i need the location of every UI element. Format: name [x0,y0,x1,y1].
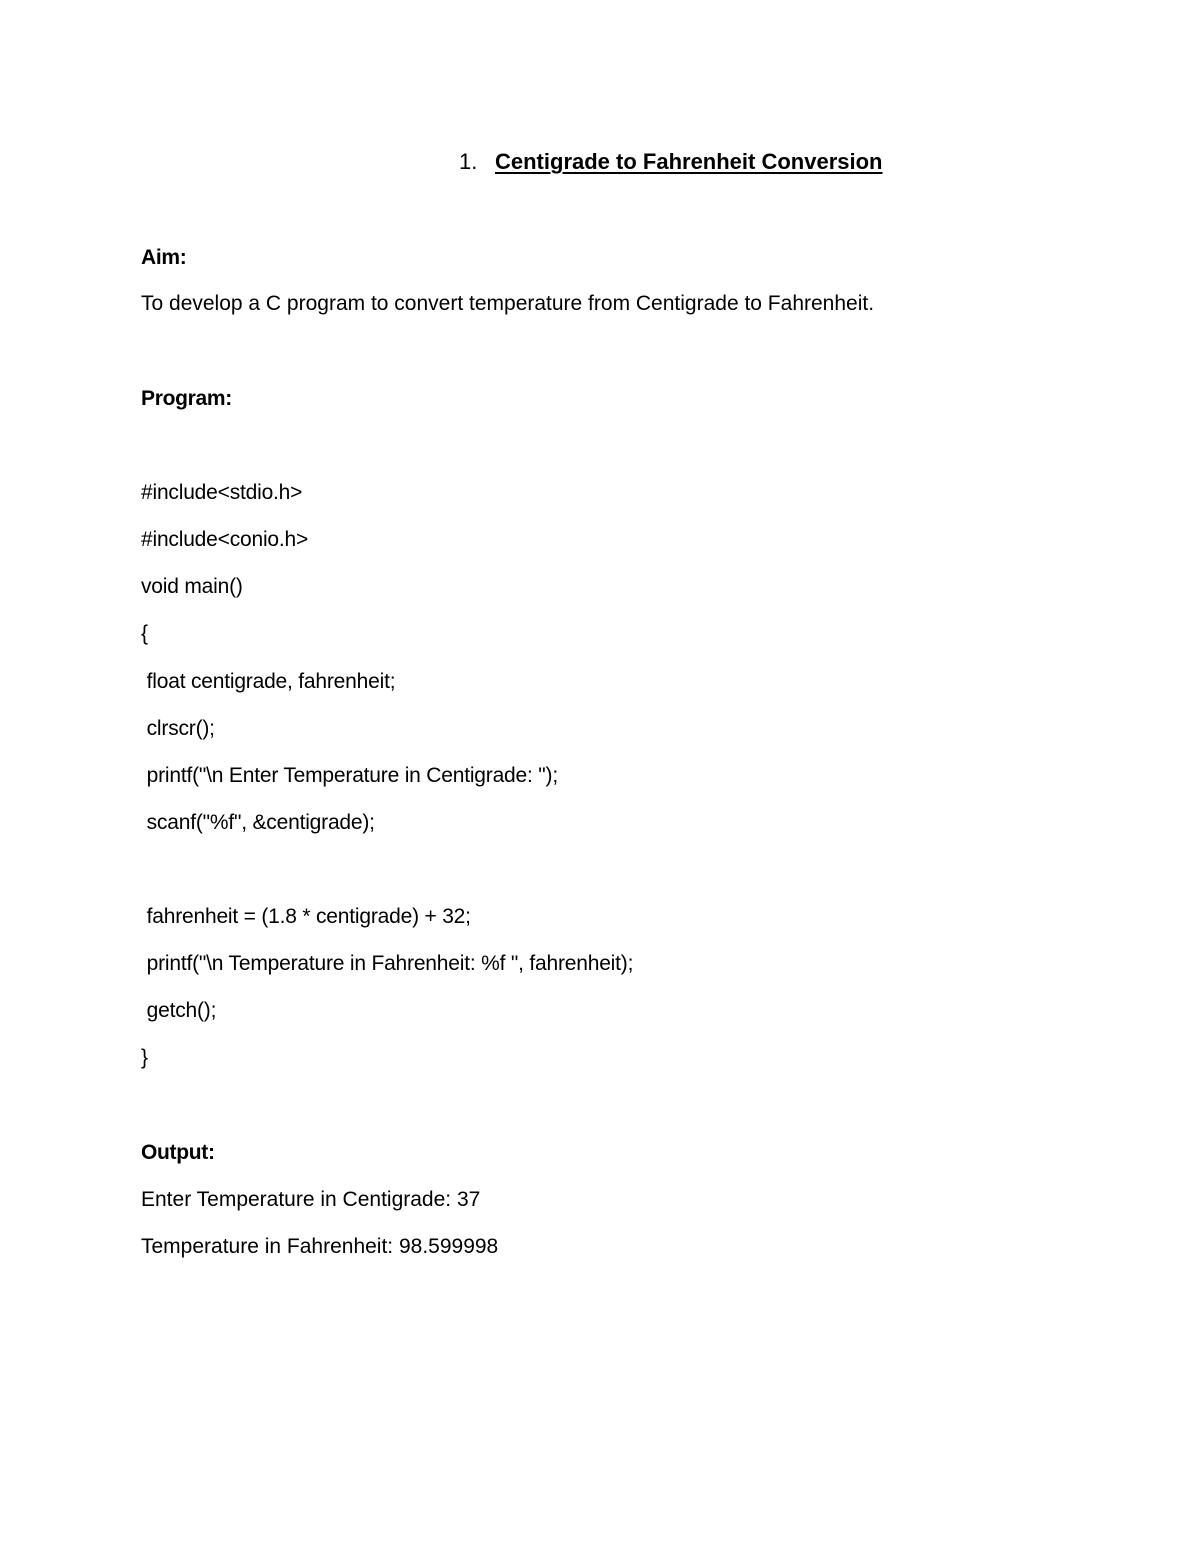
title-text: Centigrade to Fahrenheit Conversion [495,149,883,174]
code-line: fahrenheit = (1.8 * centigrade) + 32; [141,905,471,928]
program-heading: Program: [141,387,232,410]
code-line: #include<stdio.h> [141,481,303,504]
output-line: Enter Temperature in Centigrade: 37 [141,1188,481,1211]
code-line: clrscr(); [141,717,215,740]
code-line: scanf("%f", &centigrade); [141,811,375,834]
aim-heading: Aim: [141,246,187,269]
code-line: getch(); [141,999,217,1022]
code-line: #include<conio.h> [141,528,309,551]
code-line: float centigrade, fahrenheit; [141,670,396,693]
output-heading: Output: [141,1141,215,1164]
code-line: void main() [141,575,243,598]
code-line: { [141,622,148,645]
code-line: } [141,1046,148,1069]
page-title [459,149,883,175]
title-number: 1. [459,149,478,174]
code-line: printf("\n Temperature in Fahrenheit: %f ", fahrenheit); [141,952,634,975]
aim-text: To develop a C program to convert temperature from Centigrade to Fahrenheit. [141,292,875,315]
code-line: printf("\n Enter Temperature in Centigrade: "); [141,764,558,787]
output-line: Temperature in Fahrenheit: 98.599998 [141,1235,499,1258]
